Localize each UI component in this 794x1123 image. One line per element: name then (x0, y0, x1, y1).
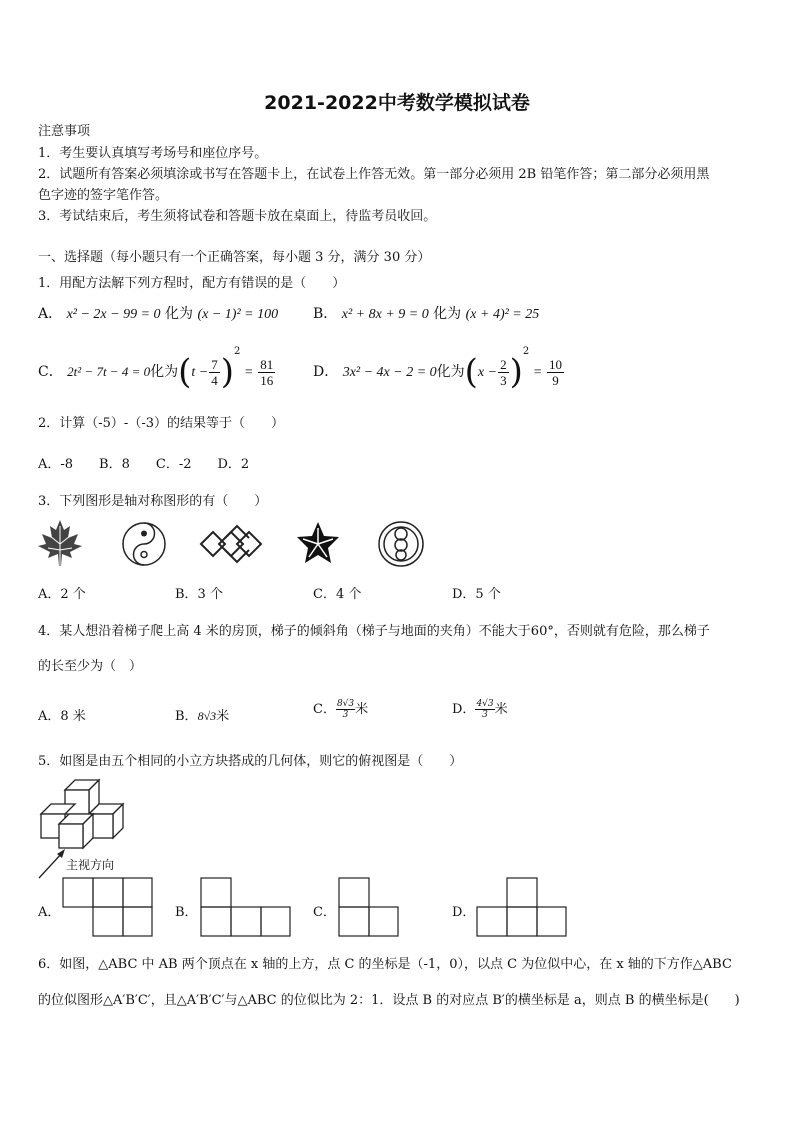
q4-option-c (313, 698, 368, 720)
question-2-stem: 2．计算（-5）-（-3）的结果等于（ ） (38, 416, 284, 431)
q3-option-a: A．2 个 (38, 587, 86, 602)
q4-option-d (452, 698, 508, 720)
q3-option-b: B．3 个 (175, 587, 223, 602)
view-direction-caption: 主视方向 (66, 858, 115, 872)
q3-figure-strip (33, 514, 425, 574)
notice-heading: 注意事项 (38, 124, 91, 139)
q4-b-value: 8√3 (197, 709, 217, 723)
knot-figure (201, 526, 261, 562)
q5-option-a-label: A． (38, 905, 61, 920)
notice-item-3: 3．考试结束后，考生须将试卷和答题卡放在桌面上，待监考员收回。 (38, 209, 437, 224)
question-6-line-2: 的位似图形△A′B′C′，且△A′B′C′与△ABC 的位似比为 2：1．设点 B 的对应点 B′的横坐标是 a，则点 B 的横坐标是( ) (38, 993, 740, 1008)
q1-c-frac-num: 7 (211, 356, 218, 372)
q1-b-result: (x + 4)² = 25 (465, 307, 540, 322)
q1-d-label: D． (313, 364, 339, 380)
q1-c-result-num: 81 (260, 356, 274, 372)
q1-d-result-num: 10 (549, 356, 563, 372)
q1-a-equation: x² − 2x − 99 = 0 (66, 307, 161, 322)
q1-option-d: D． 3x² − 4x − 2 = 0化为(x − $\frac{2}{3}$ )$^2$ = $\frac{10}{9}$ (313, 346, 563, 392)
question-5-stem: 5．如图是由五个相同的小立方块搭成的几何体，则它的俯视图是（ ） (38, 754, 463, 769)
q4-c-num: 8√3 (336, 699, 355, 709)
q4-option-a: A．8 米 (38, 709, 86, 724)
q5-option-d-figure (476, 877, 568, 939)
yin-yang-figure (123, 523, 165, 565)
concentric-circles-figure (379, 522, 423, 566)
q1-d-frac-den: 3 (500, 372, 507, 388)
q1-a-result: (x − 1)² = 100 (197, 307, 279, 322)
q5-option-b-label: B． (175, 905, 198, 920)
q1-d-convert: 化为 (436, 364, 465, 380)
q1-c-frac-den: 4 (211, 372, 218, 388)
q4-c-den: 3 (342, 710, 349, 720)
q1-c-label: C． (38, 364, 63, 380)
q1-b-convert: 化为 (433, 306, 462, 322)
q4-c-label: C． (313, 702, 336, 717)
q4-d-label: D． (452, 702, 476, 717)
q5-option-c-label: C． (313, 905, 336, 920)
q5-option-b-figure (200, 877, 292, 939)
q1-d-frac-num: 2 (500, 356, 507, 372)
q1-d-result-den: 9 (552, 372, 559, 388)
q1-option-c: C． 2t² − 7t − 4 = 0化为(t − $\frac{7}{4}$ )$^2$ = $\frac{81}{16}$ (38, 346, 274, 392)
q4-option-b (175, 705, 229, 724)
q5-option-c-figure (338, 877, 400, 939)
q1-d-inner: x − (477, 365, 498, 380)
q4-d-num: 4√3 (476, 699, 494, 709)
star-figure (297, 522, 339, 563)
notice-item-1: 1．考生要认真填写考场号和座位序号。 (38, 146, 268, 161)
q1-c-inner: t − (191, 365, 209, 380)
q1-d-equation: 3x² − 4x − 2 = 0 (342, 365, 437, 380)
q1-b-label: B． (313, 306, 338, 322)
question-4-stem: 4．某人想沿着梯子爬上高 4 米的房顶，梯子的倾斜角（梯子与地面的夹角）不能大于60°，否则就有危险，那么梯子 (38, 624, 710, 639)
q3-option-d: D．5 个 (452, 587, 501, 602)
q5-option-a-figure (62, 877, 154, 939)
q4-d-den: 3 (482, 710, 488, 720)
q4-b-unit: 米 (216, 709, 230, 724)
q4-b-label: B． (175, 709, 198, 724)
q1-b-equation: x² + 8x + 9 = 0 (341, 307, 429, 322)
question-3-stem: 3．下列图形是轴对称图形的有（ ） (38, 494, 268, 509)
maple-leaf-figure (38, 520, 82, 566)
q1-c-convert: 化为 (150, 364, 179, 380)
q4-d-unit: 米 (494, 702, 508, 717)
q1-a-convert: 化为 (165, 306, 193, 322)
q1-option-b (313, 303, 539, 323)
page-title: 2021-2022中考数学模拟试卷 (264, 92, 530, 114)
question-1-stem: 1．用配方法解下列方程时，配方有错误的是（ ） (38, 276, 346, 291)
q1-option-a (38, 303, 278, 323)
question-4-stem-cont: 的长至少为（ ） (38, 659, 143, 674)
notice-item-2: 2．试题所有答案必须填涂或书写在答题卡上，在试卷上作答无效。第一部分必须用 2B 铅笔作答；第二部分必须用黑 (38, 167, 710, 182)
q4-c-unit: 米 (355, 702, 369, 717)
q1-a-label: A． (38, 306, 63, 322)
question-2-options: A．-8 B．8 C．-2 D．2 (38, 457, 250, 472)
q5-option-d-label: D． (452, 905, 476, 920)
question-6-line-1: 6．如图，△ABC 中 AB 两个顶点在 x 轴的上方，点 C 的坐标是（-1，0），以点 C 为位似中心，在 x 轴的下方作△ABC (38, 957, 732, 972)
notice-item-2-cont: 色字迹的签字笔作答。 (38, 188, 169, 203)
q1-c-equation: 2t² − 7t − 4 = 0 (67, 364, 151, 379)
q1-c-result-den: 16 (260, 372, 274, 388)
q3-option-c: C．4 个 (313, 587, 362, 602)
section-heading: 一、选择题（每小题只有一个正确答案，每小题 3 分，满分 30 分） (38, 250, 431, 265)
